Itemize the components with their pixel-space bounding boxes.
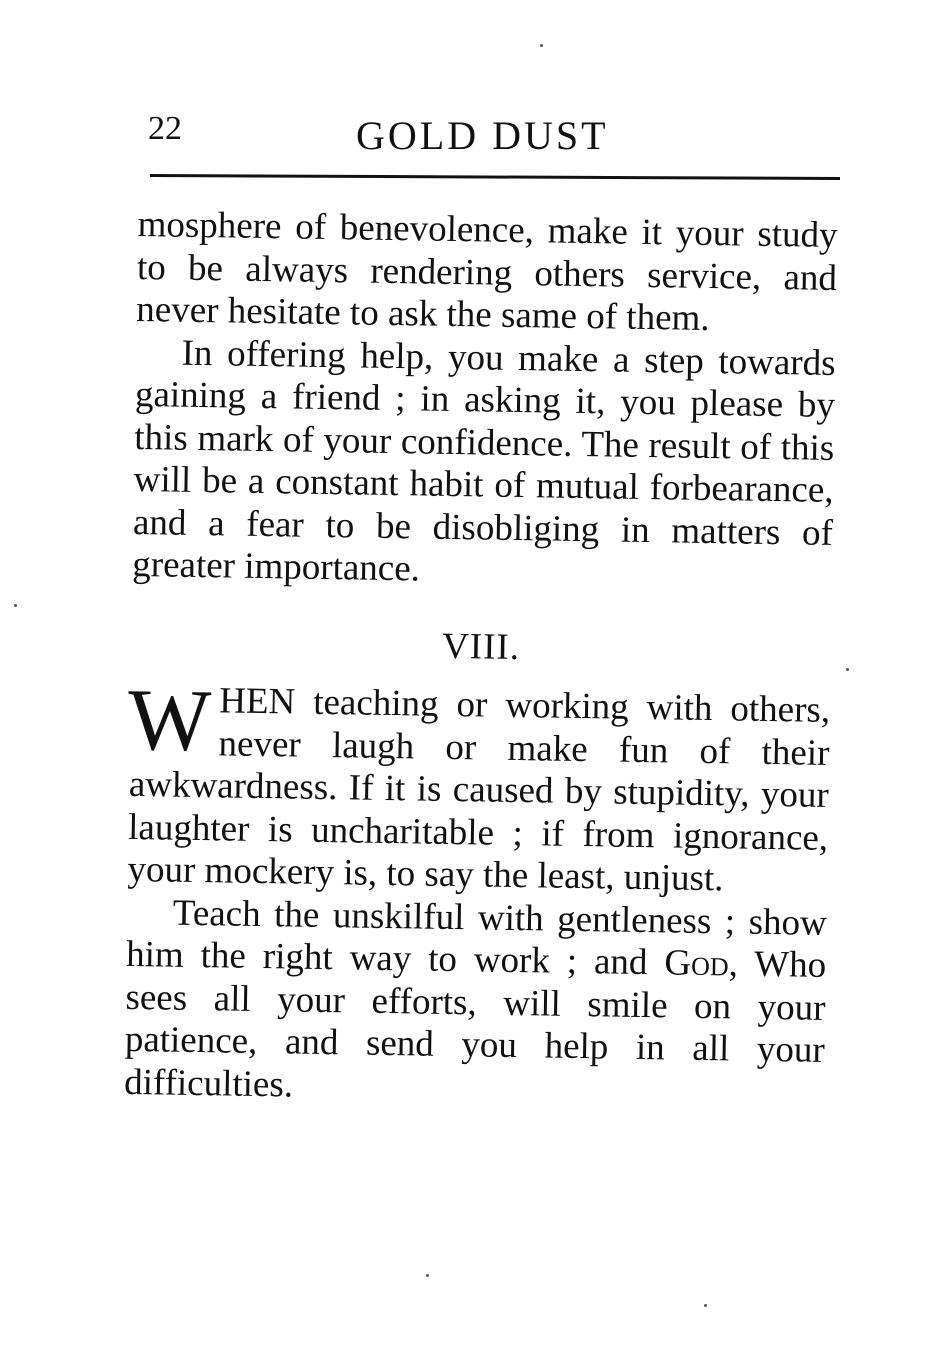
- god-word: God: [664, 942, 730, 985]
- header-rule: [150, 174, 840, 180]
- drop-cap: W: [127, 671, 212, 771]
- section-heading: VIII.: [441, 625, 521, 668]
- scan-speck: [846, 668, 849, 671]
- running-title: GOLD DUST: [356, 113, 609, 158]
- continued-paragraph: mosphere of benevolence, make it your study to be always rendering others service, and never hesitate to ask the same of them.: [136, 204, 838, 339]
- scan-speck: [704, 1304, 707, 1307]
- paragraph-when-teaching: [127, 671, 831, 902]
- scan-speck: [540, 44, 543, 47]
- paragraph-teach-unskilful: [124, 891, 827, 1114]
- scan-speck: [14, 604, 17, 607]
- page-number: 22: [148, 110, 182, 147]
- body-text: [124, 204, 838, 1115]
- paragraph-teach-text-after: , Who sees all your efforts, will smile on your patience, and send you help in all your difficulties.: [123, 943, 827, 1106]
- paragraph-teach-text-before: Teach the unskilful with gentleness ; show him the right way to work ; and: [125, 892, 828, 984]
- paragraph-when-teaching-text: HEN teaching or working with others, never laugh or make fun of their awkwardness. If it is caused by stupidity, your laughter is uncharitable ; if from ignorance, your mockery is, to say the least, unjust.: [127, 680, 831, 900]
- scan-speck: [426, 1274, 429, 1277]
- paragraph-offering-help: In offering help, you make a step towards gaining a friend ; in asking it, you please by this mark of your confidence. The result of this will be a constant habit of mutual forbearance, and a fear to be disobliging in matters of greater importance.: [132, 332, 836, 590]
